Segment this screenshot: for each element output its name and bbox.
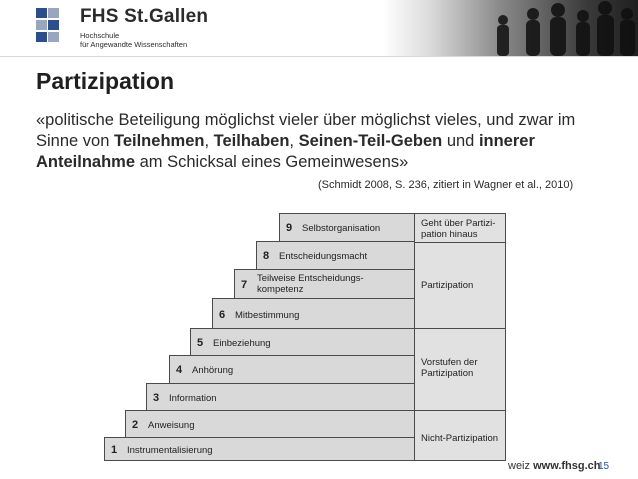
step-3 xyxy=(146,383,415,411)
category-non: Nicht-Partizipation xyxy=(421,433,499,444)
step-number: 6 xyxy=(219,309,226,321)
step-label: Einbeziehung xyxy=(213,338,271,349)
quote-bold-teilhaben: Teilhaben xyxy=(213,132,290,150)
quote-part: am Schicksal eines Gemeinwesens» xyxy=(135,153,409,171)
quote-text xyxy=(36,110,616,173)
header-divider xyxy=(0,56,638,57)
category-column xyxy=(414,213,506,461)
category-divider xyxy=(415,242,505,243)
header-crowd-photo xyxy=(383,0,638,56)
step-label: Instrumentalisierung xyxy=(127,445,213,456)
step-label: Teilweise Entscheidungs-kompetenz xyxy=(257,273,364,295)
step-number: 5 xyxy=(197,337,204,349)
category-beyond: Geht über Partizi-pation hinaus xyxy=(421,218,496,240)
category-divider xyxy=(415,410,505,411)
step-number: 7 xyxy=(241,279,248,291)
step-1 xyxy=(104,437,415,461)
step-6 xyxy=(212,298,415,329)
footer-prefix: weiz xyxy=(508,460,531,472)
footer-website xyxy=(508,460,601,472)
category-preliminary: Vorstufen der Partizipation xyxy=(421,357,478,379)
step-8 xyxy=(256,241,415,270)
quote-bold-seinen-teil-geben: Seinen-Teil-Geben xyxy=(298,132,443,150)
step-5 xyxy=(190,328,415,356)
quote-sep: , xyxy=(204,132,214,150)
step-2 xyxy=(125,410,415,438)
footer-site-link[interactable]: www.fhsg.ch xyxy=(533,460,601,472)
quote-part: «politische Beteiligung möglichst vieler über möglichst vieles, und zwar im Sinne von xyxy=(36,111,576,150)
quote-bold-teilnehmen: Teilnehmen xyxy=(113,132,205,150)
logo-name: FHS St.Gallen xyxy=(80,6,209,27)
step-number: 1 xyxy=(111,444,118,456)
step-9 xyxy=(279,213,415,242)
logo-subtitle-2: für Angewandte Wissenschaften xyxy=(80,40,188,49)
slide-header xyxy=(0,0,638,56)
step-label: Anweisung xyxy=(148,420,195,431)
logo-subtitle-1: Hochschule xyxy=(80,31,120,40)
quote-sep: und xyxy=(442,132,479,150)
quote-sep: , xyxy=(289,132,299,150)
step-4 xyxy=(169,355,415,384)
step-label: Mitbestimmung xyxy=(235,310,300,321)
step-number: 9 xyxy=(286,222,293,234)
fhs-logo-icon xyxy=(36,8,70,44)
page-number: 15 xyxy=(598,461,610,472)
category-divider xyxy=(415,328,505,329)
step-label: Information xyxy=(169,393,217,404)
step-label: Entscheidungsmacht xyxy=(279,251,368,262)
step-label: Anhörung xyxy=(192,365,234,376)
quote-bold-innerer-anteilnahme: innerer Anteilnahme xyxy=(36,132,535,171)
step-number: 8 xyxy=(263,250,270,262)
step-number: 3 xyxy=(153,392,160,404)
citation: (Schmidt 2008, S. 236, zitiert in Wagner et al., 2010) xyxy=(318,179,574,191)
step-number: 2 xyxy=(132,419,139,431)
step-7 xyxy=(234,269,415,299)
step-number: 4 xyxy=(176,364,183,376)
slide-title: Partizipation xyxy=(36,68,175,94)
step-label: Selbstorganisation xyxy=(302,223,381,234)
category-participation: Partizipation xyxy=(421,280,474,291)
